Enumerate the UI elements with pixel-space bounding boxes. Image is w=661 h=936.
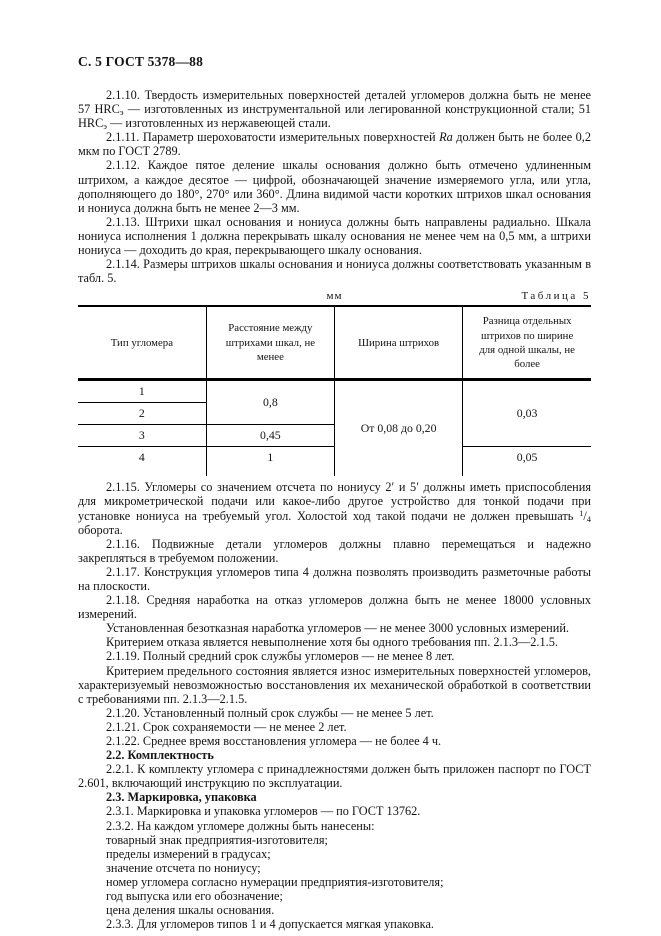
paragraph: [78, 635, 591, 649]
paragraph: [78, 903, 591, 917]
cell-difference-type-4: 0,05: [463, 447, 591, 477]
text-run: 2.1.19. Полный средний срок службы угломеров — не менее 8 лет.: [106, 649, 455, 664]
paragraph: [78, 158, 591, 214]
paragraph: [78, 649, 591, 663]
stroke-dimensions-table: [78, 305, 591, 476]
text-run: 2.1.13. Штрихи шкал основания и нониуса должны быть направлены радиально. Шкала нониуса исполнения 1 должна перекрывать шкалу основания не менее чем на 0,5 мм, а штрихи нониуса — доходить до края, перекрывающего шкалу основания.: [78, 214, 591, 258]
text-run: 2.1.20. Установленный полный срок службы — не менее 5 лет.: [106, 705, 434, 720]
table-caption: Таблица 5: [521, 290, 592, 303]
paragraph: [78, 130, 591, 158]
paragraph: [78, 804, 591, 818]
paragraph: [78, 833, 591, 847]
after-table-paragraphs: [78, 480, 591, 931]
text-run: Критерием отказа является невыполнение хотя бы одного требования пп. 2.1.3—2.1.5.: [106, 635, 558, 650]
col-header-distance: Расстояние между штрихами шкал, не менее: [206, 306, 334, 380]
text-run: 2.1.11. Параметр шероховатости измерительных поверхностей: [106, 130, 440, 145]
cell-type-3: 3: [78, 425, 206, 447]
paragraph: [78, 875, 591, 889]
text-run: оборота.: [78, 522, 123, 537]
text-run: — изготовленных из инструментальной или легированной конструкционной стали; 51 HRC: [78, 102, 591, 131]
section-heading: [78, 748, 591, 762]
text-run: цена деления шкалы основания.: [106, 903, 275, 918]
text-run: год выпуска или его обозначение;: [106, 889, 283, 904]
text-run: 2.1.21. Срок сохраняемости — не менее 2 лет.: [106, 719, 347, 734]
paragraph: [78, 734, 591, 748]
text-run: 2.1.22. Среднее время восстановления угломера — не более 4 ч.: [106, 734, 442, 748]
paragraph: [78, 537, 591, 565]
text-run: 2.3.3. Для угломеров типов 1 и 4 допускается мягкая упаковка.: [106, 917, 434, 932]
col-header-type: Тип угломера: [78, 306, 206, 380]
paragraph: [78, 480, 591, 536]
cell-type-2: 2: [78, 403, 206, 425]
text-run: 2.2. Комплектность: [106, 748, 214, 763]
text-run: 2.3. Маркировка, упаковка: [106, 790, 257, 805]
table-unit-label: мм: [326, 290, 343, 303]
text-run: э: [103, 121, 107, 132]
text-run: 2.1.10. Твердость измерительных поверхностей деталей угломеров должна быть не менее 57 HRC: [78, 88, 591, 117]
page-header: С. 5 ГОСТ 5378—88: [78, 54, 204, 69]
paragraph: [78, 889, 591, 903]
text-run: Установленная безотказная наработка угломеров — не менее 3000 условных измерений.: [106, 621, 569, 636]
text-run: 2.2.1. К комплекту угломера с принадлежностями должен быть приложен паспорт по ГОСТ 2.601, включающий инструкцию по эксплуатации.: [78, 762, 591, 791]
text-run: Критерием предельного состояния является износ измерительных поверхностей угломеров, характеризуемый невозможностью восстановления их механической обработкой в соответствии с требованиями пп. 2.1.3—2.1.5.: [78, 663, 591, 706]
text-run: 1: [579, 507, 584, 518]
col-header-difference: Разница отдельных штрихов по ширине для одной шкалы, не более: [463, 306, 591, 380]
text-run: значение отсчета по нониусу;: [106, 860, 261, 875]
text-run: 2.1.16. Подвижные детали угломеров должны плавно перемещаться и надежно закрепляться в требуемом положении.: [78, 536, 591, 565]
text-run: 2.3.1. Маркировка и упаковка угломеров — по ГОСТ 13762.: [106, 804, 421, 819]
table-body: [78, 380, 591, 477]
paragraph: [78, 565, 591, 593]
cell-type-1: 1: [78, 380, 206, 403]
cell-stroke-width-all: От 0,08 до 0,20: [335, 380, 463, 477]
paragraph: [78, 88, 591, 130]
paragraph: [78, 593, 591, 621]
paragraph: [78, 621, 591, 635]
cell-difference-types-1-3: 0,03: [463, 380, 591, 447]
paragraph: [78, 706, 591, 720]
paragraph: [78, 664, 591, 706]
before-table-paragraphs: [78, 88, 591, 285]
cell-type-4: 4: [138, 450, 145, 465]
text-run: 2.3.2. На каждом угломере должны быть нанесены:: [106, 818, 375, 833]
text-run: 2.1.17. Конструкция угломеров типа 4 должна позволять производить разметочные работы на плоскости.: [78, 564, 591, 593]
text-run: должен быть не более 0,2 мкм по ГОСТ 2789.: [78, 130, 591, 159]
cell-distance-type-4: 1: [206, 447, 334, 477]
text-run: Ra: [439, 130, 453, 145]
text-run: 2.1.14. Размеры штрихов шкалы основания и нониуса должны соответствовать указанным в табл. 5.: [78, 257, 591, 286]
paragraph: [78, 215, 591, 257]
table-row: [78, 380, 591, 403]
text-run: /: [583, 508, 587, 523]
section-heading: [78, 790, 591, 804]
paragraph: [78, 720, 591, 734]
paragraph: [78, 257, 591, 285]
cell-distance-type-3: 0,45: [206, 425, 334, 447]
paragraph: [78, 847, 591, 861]
text-run: 4: [586, 513, 591, 524]
text-run: э: [119, 107, 124, 118]
paragraph: [78, 917, 591, 931]
text-run: 2.1.12. Каждое пятое деление шкалы основания должно быть отмечено удлиненным штрихом, а каждое десятое — цифрой, обозначающей значение измеряемого угла, или угла, дополняющего до 180°, 270° или 360°. Длина видимой части коротких штрихов шкал основания и нониуса должна быть не менее 2—3 мм.: [78, 158, 591, 215]
text-run: 2.1.18. Средняя наработка на отказ угломеров должна быть не менее 18000 условных измерений.: [78, 593, 591, 622]
table-header-row: [78, 306, 591, 380]
table-header: [78, 306, 591, 380]
paragraph: [78, 819, 591, 833]
cell-distance-types-1-2: 0,8: [206, 380, 334, 425]
text-run: номер угломера согласно нумерации предприятия-изготовителя;: [106, 874, 444, 889]
text-run: 2.1.15. Угломеры со значением отсчета по нониусу 2′ и 5′ должны иметь приспособления для микрометрической подачи или какое-либо другое устройство для тонкой подачи при установке нониуса на требуемый угол. Холостой ход такой подачи не должен превышать: [78, 480, 591, 523]
col-header-width: Ширина штрихов: [335, 306, 463, 380]
text-run: товарный знак предприятия-изготовителя;: [106, 832, 328, 847]
paragraph: [78, 762, 591, 790]
paragraph: [78, 861, 591, 875]
text-run: — изготовленных из нержавеющей стали.: [106, 116, 331, 131]
table-meta-row: [78, 290, 591, 303]
text-run: пределы измерений в градусах;: [106, 846, 271, 861]
